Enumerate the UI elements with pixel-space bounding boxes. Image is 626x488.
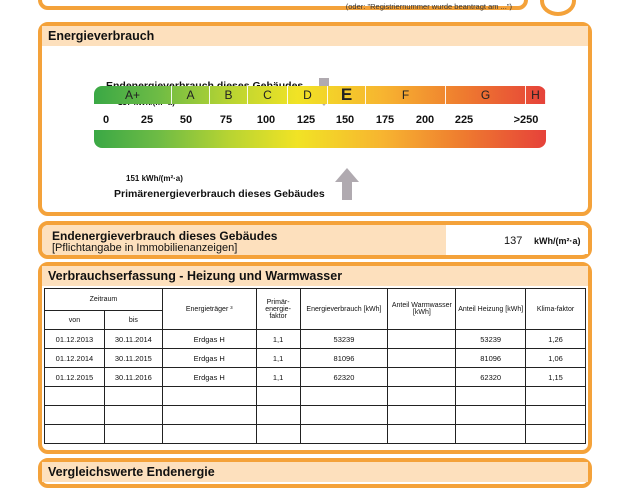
table-cell: 30.11.2015 [104,349,162,368]
summary-unit: kWh/(m²·a) [534,236,581,246]
table-cell [300,425,388,444]
energy-scale-bottom [94,130,546,148]
table-cell [162,387,256,406]
registration-note: (oder: "Registriernummer wurde beantragt am ...") [345,2,512,11]
table-row [45,425,586,444]
scale-tick: 75 [219,114,233,126]
top-circle [540,0,576,16]
table-cell: 81096 [300,349,388,368]
table-cell [162,406,256,425]
consumption-box [38,262,592,454]
table-cell [256,387,300,406]
table-cell [104,387,162,406]
table-row [45,368,586,387]
table-row [45,330,586,349]
header-zeitraum: Zeitraum [45,289,163,311]
summary-subtitle: [Pflichtangabe in Immobilienanzeigen] [52,242,238,254]
class-label: F [366,86,446,104]
summary-title: Endenergieverbrauch dieses Gebäudes [52,229,278,243]
table-cell [45,425,105,444]
energy-title: Energieverbrauch [42,26,588,46]
class-label: A [172,86,210,104]
header-bis: bis [104,311,162,330]
table-cell: 1,06 [526,349,586,368]
table-cell [388,387,456,406]
header-warmwasser: Anteil Warmwasser [kWh] [388,289,456,330]
scale-tick: 225 [454,114,474,126]
primary-energy-value: 151 kWh/(m²·a) [126,174,183,183]
scale-tick: 150 [335,114,355,126]
summary-value-area [450,228,588,254]
registration-box [38,0,528,10]
table-cell: 30.11.2016 [104,368,162,387]
table-cell [388,349,456,368]
scale-tick: 50 [179,114,193,126]
table-cell: 1,15 [526,368,586,387]
table-cell [388,425,456,444]
scale-tick: 125 [296,114,316,126]
table-cell [45,387,105,406]
scale-tick: 100 [256,114,276,126]
table-cell [256,425,300,444]
table-cell [526,406,586,425]
table-cell [456,387,526,406]
scale-tick: 25 [140,114,154,126]
table-cell [456,425,526,444]
scale-tick: 0 [102,114,110,126]
summary-value: 137 [504,235,523,247]
table-cell: 01.12.2014 [45,349,105,368]
table-cell: 62320 [300,368,388,387]
table-cell [162,425,256,444]
table-cell: 53239 [456,330,526,349]
table-cell [388,406,456,425]
header-primaer: Primär-energie-faktor [256,289,300,330]
primary-energy-arrow-icon [335,168,359,200]
consumption-table [44,288,586,444]
end-energy-summary-box [38,221,592,259]
table-cell: 01.12.2013 [45,330,105,349]
table-cell: 30.11.2014 [104,330,162,349]
table-cell [388,330,456,349]
class-label: A+ [94,86,172,104]
header-energietraeger: Energieträger ³ [162,289,256,330]
table-cell [256,406,300,425]
header-verbrauch: Energieverbrauch [kWh] [300,289,388,330]
class-label: H [526,86,546,104]
header-heizung: Anteil Heizung [kWh] [456,289,526,330]
table-cell: 1,1 [256,349,300,368]
table-cell: 53239 [300,330,388,349]
table-cell [300,387,388,406]
consumption-title: Verbrauchserfassung - Heizung und Warmwasser [42,266,588,286]
table-cell: 1,1 [256,330,300,349]
table-cell [104,406,162,425]
table-cell: 81096 [456,349,526,368]
header-von: von [45,311,105,330]
table-cell [300,406,388,425]
table-cell: 62320 [456,368,526,387]
class-label: B [210,86,248,104]
table-row [45,406,586,425]
energy-scale-top [94,86,546,104]
table-cell: Erdgas H [162,349,256,368]
energy-consumption-box [38,22,592,216]
table-cell [388,368,456,387]
scale-tick: 175 [375,114,395,126]
class-label-current: E [328,86,366,104]
table-cell: Erdgas H [162,330,256,349]
table-cell: 01.12.2015 [45,368,105,387]
table-row [45,349,586,368]
header-klima: Klima-faktor [526,289,586,330]
scale-tick: >250 [513,114,539,126]
comparison-box [38,458,592,488]
table-cell [456,406,526,425]
table-cell: 1,26 [526,330,586,349]
class-label: D [288,86,328,104]
primary-energy-label: Primärenergieverbrauch dieses Gebäudes [114,188,325,200]
table-cell: 1,1 [256,368,300,387]
class-label: G [446,86,526,104]
class-label: C [248,86,288,104]
table-cell: Erdgas H [162,368,256,387]
scale-tick: 200 [415,114,435,126]
table-cell [526,387,586,406]
table-row [45,387,586,406]
comparison-title: Vergleichswerte Endenergie [42,462,588,482]
table-cell [526,425,586,444]
table-cell [104,425,162,444]
table-cell [45,406,105,425]
